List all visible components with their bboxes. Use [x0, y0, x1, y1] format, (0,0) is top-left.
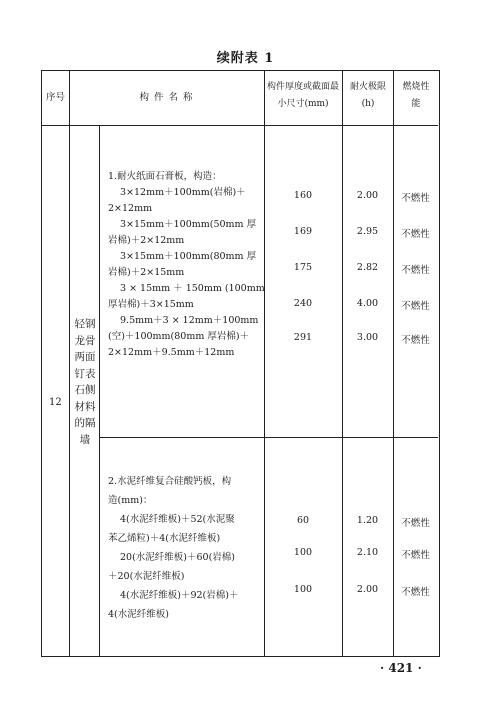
combustion-value: 不燃性 — [401, 229, 430, 240]
header-seq: 序号 — [45, 92, 65, 103]
desc-line: 造(mm)： — [108, 495, 153, 506]
desc-line: 4(水泥纤维板) — [108, 609, 169, 620]
desc-line: (空)＋100mm(80mm 厚岩棉)＋ — [108, 331, 250, 342]
group2-description — [108, 472, 238, 624]
row-category: 轻钢龙骨两面钉表石侧材料的隔墙 — [74, 318, 96, 446]
fire-resistance-table — [41, 70, 440, 657]
thickness-value: 160 — [293, 190, 313, 201]
combustion-value: 不燃性 — [401, 550, 430, 561]
page-title: 续附表 1 — [216, 51, 275, 66]
thickness-value: 60 — [296, 515, 310, 526]
combustion-value: 不燃性 — [401, 301, 430, 312]
desc-line: 2.水泥纤维复合硅酸钙板，构 — [108, 476, 232, 487]
combustion-value: 不燃性 — [401, 518, 430, 529]
desc-line: 岩棉)＋2×12mm — [108, 235, 185, 246]
combustion-value: 不燃性 — [401, 335, 430, 346]
thickness-value: 175 — [293, 262, 313, 273]
desc-line: 4(水泥纤维板)＋52(水泥聚 — [120, 514, 235, 525]
group1-description — [108, 169, 265, 361]
desc-line: 3×15mm＋100mm(50mm 厚 — [120, 219, 257, 230]
thickness-value: 100 — [293, 584, 313, 595]
row-seq-number: 12 — [49, 397, 62, 408]
desc-line: 厚岩棉)＋3×15mm — [108, 299, 194, 310]
header-thickness: 构件厚度或截面最小尺寸(mm) — [267, 82, 340, 109]
col-divider-combustion — [393, 71, 394, 656]
desc-line: 岩棉)＋2×15mm — [108, 267, 185, 278]
col-divider-fire-limit — [342, 71, 343, 656]
desc-line: 20(水泥纤维板)＋60(岩棉) — [120, 552, 236, 563]
fire-limit-value: 3.00 — [356, 332, 379, 343]
group-divider-line — [99, 437, 438, 438]
fire-limit-value: 2.10 — [356, 547, 379, 558]
desc-line: 3×12mm＋100mm(岩棉)＋ — [120, 187, 246, 198]
header-combustion: 燃烧性能 — [402, 82, 430, 109]
combustion-value: 不燃性 — [401, 193, 430, 204]
desc-line: 3 × 15mm ＋ 150mm (100mm — [120, 283, 265, 294]
fire-limit-value: 2.00 — [356, 584, 379, 595]
thickness-value: 169 — [293, 226, 313, 237]
header-bottom-line — [42, 125, 438, 126]
desc-line: 1.耐火纸面石膏板，构造： — [108, 171, 222, 182]
col-divider-thickness — [264, 71, 265, 656]
desc-line: ＋20(水泥纤维板) — [108, 571, 185, 582]
thickness-value: 291 — [293, 332, 313, 343]
page-number: · 421 · — [380, 661, 422, 675]
thickness-value: 240 — [293, 298, 313, 309]
fire-limit-value: 2.00 — [356, 190, 379, 201]
thickness-value: 100 — [293, 547, 313, 558]
header-fire-limit: 耐火极限 (h) — [349, 82, 386, 109]
desc-line: 苯乙烯粒)＋4(水泥纤维板) — [108, 533, 221, 544]
desc-line: 9.5mm＋3 × 12mm＋100mm — [120, 315, 259, 326]
header-component-name: 构 件 名 称 — [139, 92, 194, 103]
fire-limit-value: 1.20 — [356, 515, 379, 526]
desc-line: 4(水泥纤维板)＋92(岩棉)＋ — [120, 590, 239, 601]
fire-limit-value: 2.82 — [356, 262, 379, 273]
fire-limit-value: 4.00 — [356, 298, 379, 309]
desc-line: 2×12mm＋9.5mm＋12mm — [108, 347, 235, 358]
fire-limit-value: 2.95 — [356, 226, 379, 237]
combustion-value: 不燃性 — [401, 265, 430, 276]
col-divider-seq — [69, 71, 70, 656]
desc-line: 2×12mm — [108, 203, 153, 214]
desc-line: 3×15mm＋100mm(80mm 厚 — [120, 251, 257, 262]
combustion-value: 不燃性 — [401, 587, 430, 598]
col-divider-category — [99, 125, 100, 656]
